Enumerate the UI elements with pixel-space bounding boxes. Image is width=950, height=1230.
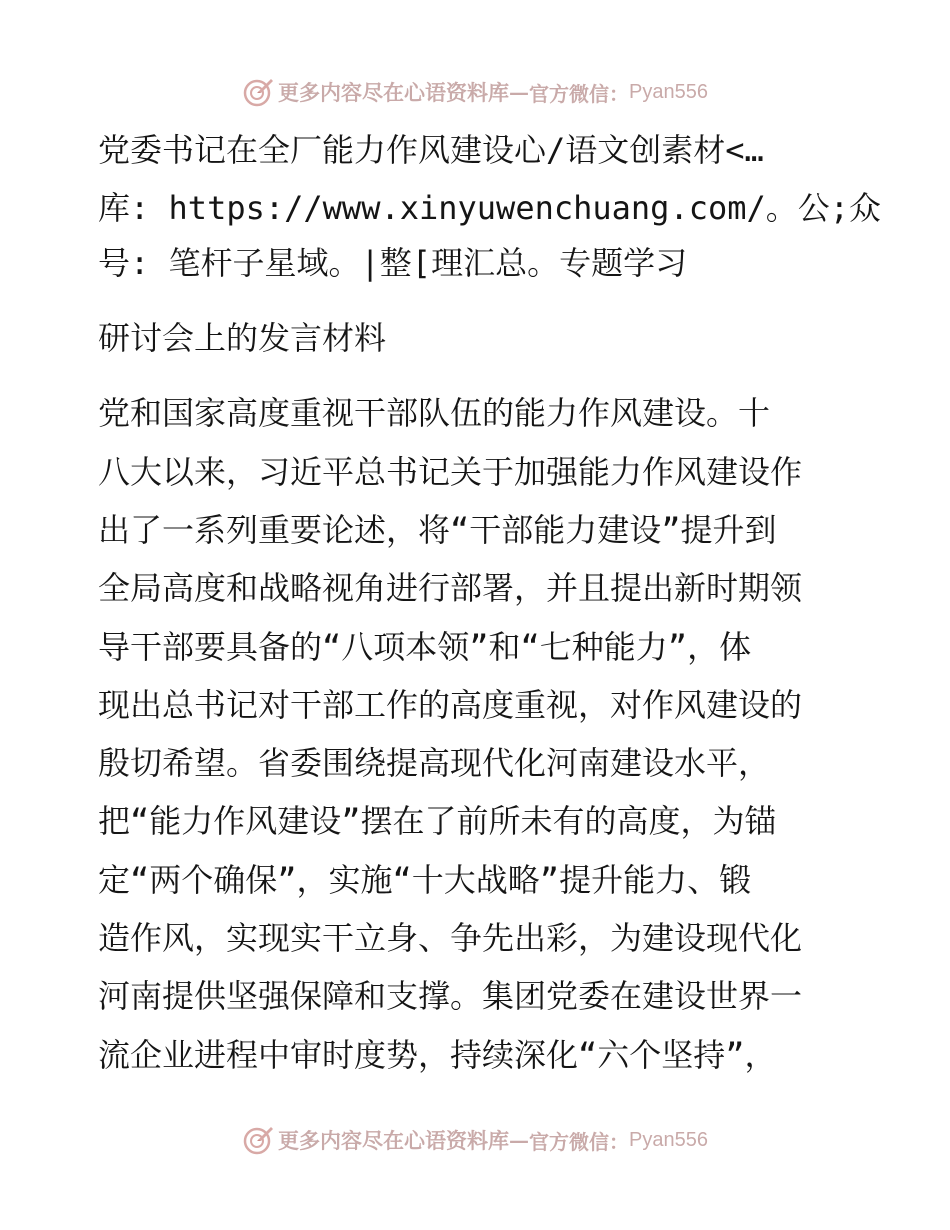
pen-logo-icon	[242, 1124, 274, 1156]
text-line: 定“两个确保”，实施“十大战略”提升能力、锻	[98, 861, 752, 899]
text-line: 造作风，实现实干立身、争先出彩，为建设现代化	[98, 919, 803, 957]
banner-wechat-id: Pyan556	[629, 80, 708, 103]
text-line: 党和国家高度重视干部队伍的能力作风建设。十	[98, 394, 771, 432]
text-line: 导干部要具备的“八项本领”和“七种能力”，体	[98, 628, 752, 666]
document-subtitle: 研讨会上的发言材料	[98, 319, 387, 357]
footer-watermark-banner	[0, 1120, 950, 1160]
text-line: 现出总书记对干部工作的高度重视，对作风建设的	[98, 686, 803, 724]
text-line: 党委书记在全厂能力作风建设心/语文创素材<…	[98, 131, 764, 169]
banner-site-text: 更多内容尽在心语资料库	[278, 1128, 510, 1153]
banner-wechat-label: 官方微信：	[529, 1129, 630, 1154]
banner-dash: —	[509, 80, 530, 104]
header-watermark-banner	[0, 72, 950, 112]
pen-logo-icon	[242, 76, 274, 108]
banner-wechat-id: Pyan556	[629, 1128, 708, 1151]
text-line: 流企业进程中审时度势，持续深化“六个坚持”，	[98, 1036, 777, 1074]
text-line: 号: 笔杆子星域。|整[理汇总。专题学习	[98, 244, 688, 282]
banner-wechat-label: 官方微信：	[529, 81, 630, 106]
text-line: 殷切希望。省委围绕提高现代化河南建设水平，	[98, 744, 771, 782]
text-line: 出了一系列重要论述，将“干部能力建设”提升到	[98, 511, 777, 549]
text-line: 河南提供坚强保障和支撑。集团党委在建设世界一	[98, 977, 803, 1015]
text-line: 八大以来，习近平总书记关于加强能力作风建设作	[98, 453, 803, 491]
text-line: 把“能力作风建设”摆在了前所未有的高度，为锚	[98, 802, 777, 840]
text-line: 全局高度和战略视角进行部署，并且提出新时期领	[98, 569, 803, 607]
banner-dash: —	[509, 1128, 530, 1152]
text-line: 库: https://www.xinyuwenchuang.com/。公;众	[98, 189, 882, 227]
banner-site-text: 更多内容尽在心语资料库	[278, 80, 510, 105]
